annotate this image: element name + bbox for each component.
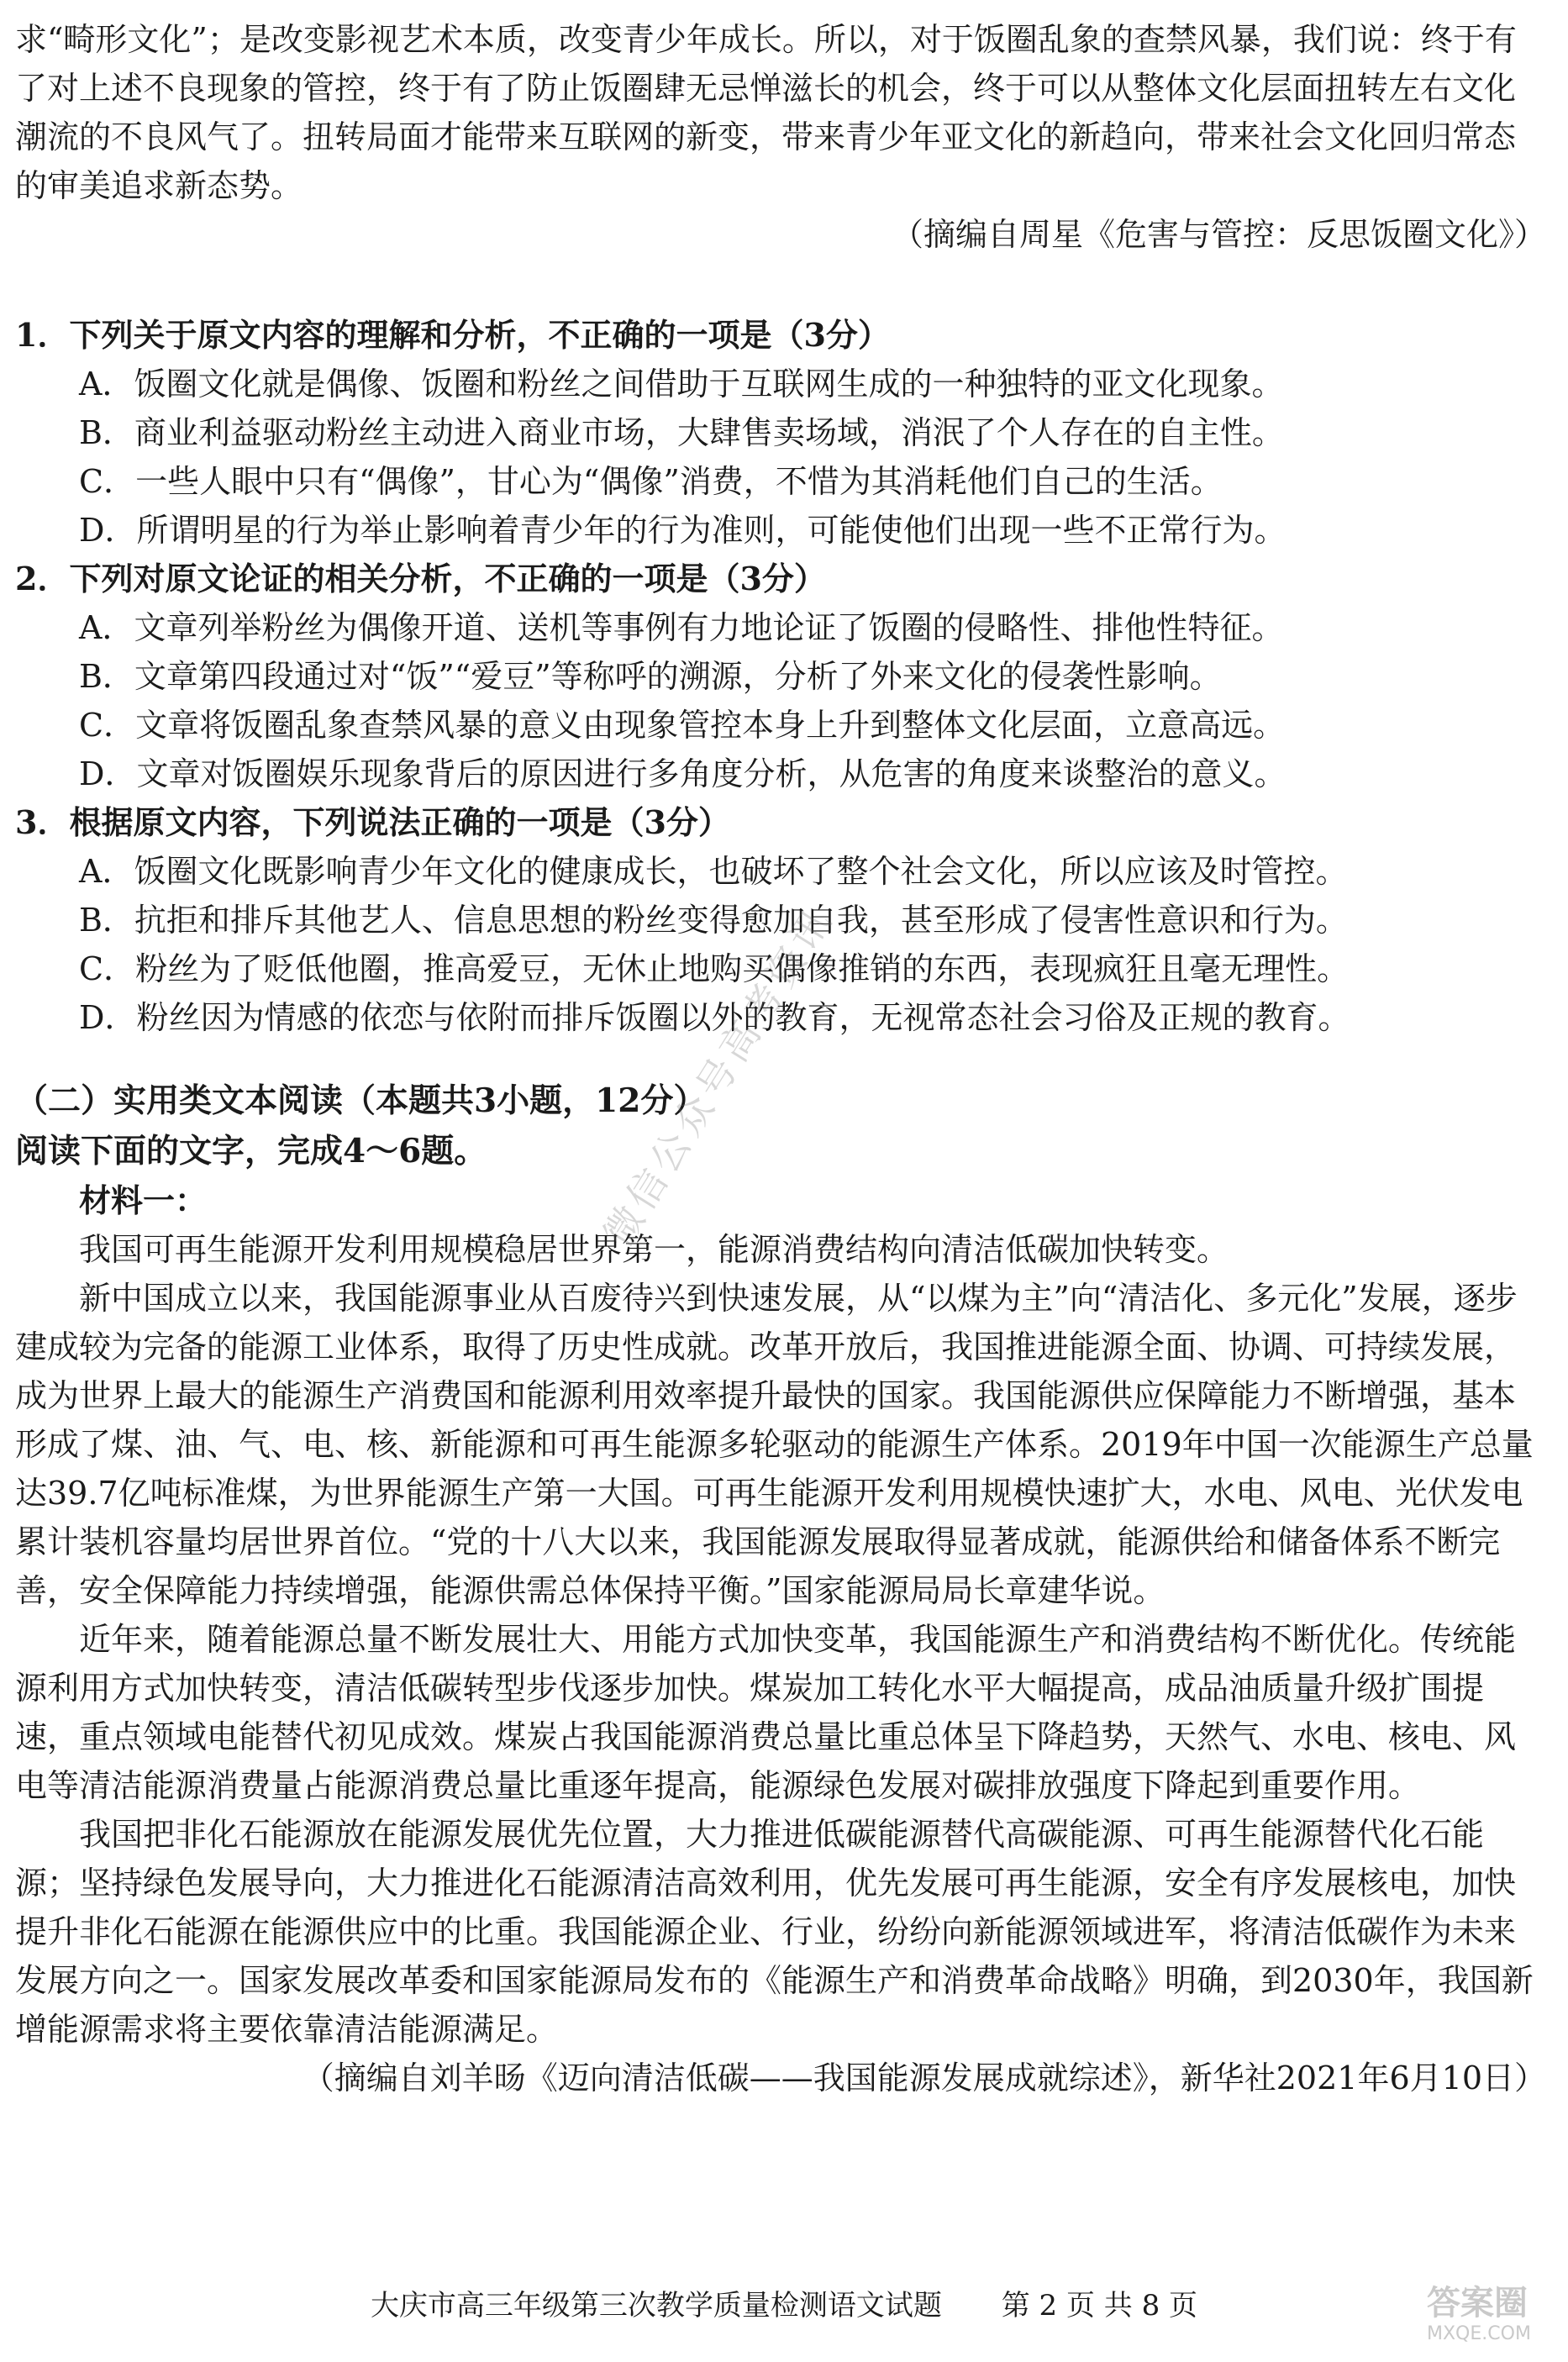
footer-title: 大庆市高三年级第三次教学质量检测语文试题 (370, 2289, 942, 2323)
material-paragraph: 新中国成立以来，我国能源事业从百废待兴到快速发展，从“以煤为主”向“清洁化、多元化”发展，逐步建成较为完备的能源工业体系，取得了历史性成就。改革开放后，我国推进能源全面、协调、可持续发展，成为世界上最大的能源生产消费国和能源利用效率提升最快的国家。我国能源供应保障能力不断增强，基本形成了煤、油、气、电、核、新能源和可再生能源多轮驱动的能源生产体系。2019年中国一次能源生产总量达39.7亿吨标准煤，为世界能源生产第一大国。可再生能源开发利用规模快速扩大，水电、风电、光伏发电累计装机容量均居世界首位。“党的十八大以来，我国能源发展取得显著成就，能源供给和储备体系不断完善，安全保障能力持续增强，能源供需总体保持平衡。”国家能源局局长章建华说。 (15, 1280, 1534, 1609)
practical-text-section (15, 1076, 1546, 2102)
question-stem: 2．下列对原文论证的相关分析，不正确的一项是（3分） (15, 560, 826, 597)
option-d: D．文章对饭圈娱乐现象背后的原因进行多角度分析，从危害的角度来谈整治的意义。 (79, 755, 1286, 792)
option-a: A．文章列举粉丝为偶像开道、送机等事例有力地论证了饭圈的侵略性、排他性特征。 (79, 609, 1284, 646)
option-a: A．饭圈文化既影响青少年文化的健康成长，也破坏了整个社会文化，所以应该及时管控。 (79, 853, 1348, 890)
option-d: D．所谓明星的行为举止影响着青少年的行为准则，可能使他们出现一些不正常行为。 (79, 512, 1286, 549)
site-logo (1427, 2283, 1553, 2350)
option-c: C．一些人眼中只有“偶像”，甘心为“偶像”消费，不惜为其消耗他们自己的生活。 (79, 463, 1223, 500)
question-1 (15, 311, 1546, 555)
material-source: （摘编自刘羊旸《迈向清洁低碳——我国能源发展成就综述》，新华社2021年6月10日） (302, 2060, 1546, 2096)
material-title: 材料一： (79, 1181, 208, 1219)
question-stem: 1．下列关于原文内容的理解和分析，不正确的一项是（3分） (15, 316, 890, 354)
option-a: A．饭圈文化就是偶像、饭圈和粉丝之间借助于互联网生成的一种独特的亚文化现象。 (79, 366, 1284, 402)
logo-domain: MXQE.COM (1427, 2323, 1531, 2344)
option-c: C．粉丝为了贬低他圈，推高爱豆，无休止地购买偶像推销的东西，表现疯狂且毫无理性。 (79, 950, 1350, 987)
material-paragraph: 我国把非化石能源放在能源发展优先位置，大力推进低碳能源替代高碳能源、可再生能源替代化石能源；坚持绿色发展导向，大力推进化石能源清洁高效利用，优先发展可再生能源，安全有序发展核电，加快提升非化石能源在能源供应中的比重。我国能源企业、行业，纷纷向新能源领域进军，将清洁低碳作为未来发展方向之一。国家发展改革委和国家能源局发布的《能源生产和消费革命战略》明确，到2030年，我国新增能源需求将主要依靠清洁能源满足。 (15, 1816, 1534, 2048)
option-b: B．商业利益驱动粉丝主动进入商业市场，大肆售卖场域，消泯了个人存在的自主性。 (79, 414, 1284, 451)
material-paragraph: 近年来，随着能源总量不断发展壮大、用能方式加快变革，我国能源生产和消费结构不断优化。传统能源利用方式加快转变，清洁低碳转型步伐逐步加快。煤炭加工转化水平大幅提高，成品油质量升级扩围提速，重点领域电能替代初见成效。煤炭占我国能源消费总量比重总体呈下降趋势，天然气、水电、核电、风电等清洁能源消费量占能源消费总量比重逐年提高，能源绿色发展对碳排放强度下降起到重要作用。 (15, 1621, 1517, 1804)
option-b: B．文章第四段通过对“饭”“爱豆”等称呼的溯源，分析了外来文化的侵袭性影响。 (79, 658, 1222, 695)
page-number: 第 2 页 共 8 页 (1001, 2289, 1198, 2323)
option-c: C．文章将饭圈乱象查禁风暴的意义由现象管控本身上升到整体文化层面，立意高远。 (79, 707, 1286, 744)
option-d: D．粉丝因为情感的依恋与依附而排斥饭圈以外的教育，无视常态社会习俗及正规的教育。 (79, 999, 1350, 1036)
material-paragraph: 我国可再生能源开发利用规模稳居世界第一，能源消费结构向清洁低碳加快转变。 (79, 1231, 1229, 1268)
watermark: 微信公众号高考资讯 (594, 897, 842, 1255)
option-b: B．抗拒和排斥其他艺人、信息思想的粉丝变得愈加自我，甚至形成了侵害性意识和行为。 (79, 902, 1348, 939)
section-title: （二）实用类文本阅读（本题共3小题，12分） (15, 1081, 707, 1120)
top-paragraph: 求“畸形文化”；是改变影视艺术本质，改变青少年成长。所以，对于饭圈乱象的查禁风暴，我们说：终于有了对上述不良现象的管控，终于有了防止饭圈肆无忌惮滋长的机会，终于可以从整体文化层面扭转左右文化潮流的不良风气了。扭转局面才能带来互联网的新变，带来青少年亚文化的新趋向，带来社会文化回归常态的审美追求新态势。 (15, 21, 1517, 204)
page-footer (0, 2287, 1568, 2324)
top-source: （摘编自周星《危害与管控：反思饭圈文化》） (891, 216, 1546, 253)
logo-text: 答案圈 (1427, 2284, 1528, 2323)
top-passage (15, 15, 1546, 259)
question-2 (15, 555, 1546, 798)
question-stem: 3．根据原文内容，下列说法正确的一项是（3分） (15, 803, 730, 841)
section-instruction: 阅读下面的文字，完成4～6题。 (15, 1132, 487, 1170)
